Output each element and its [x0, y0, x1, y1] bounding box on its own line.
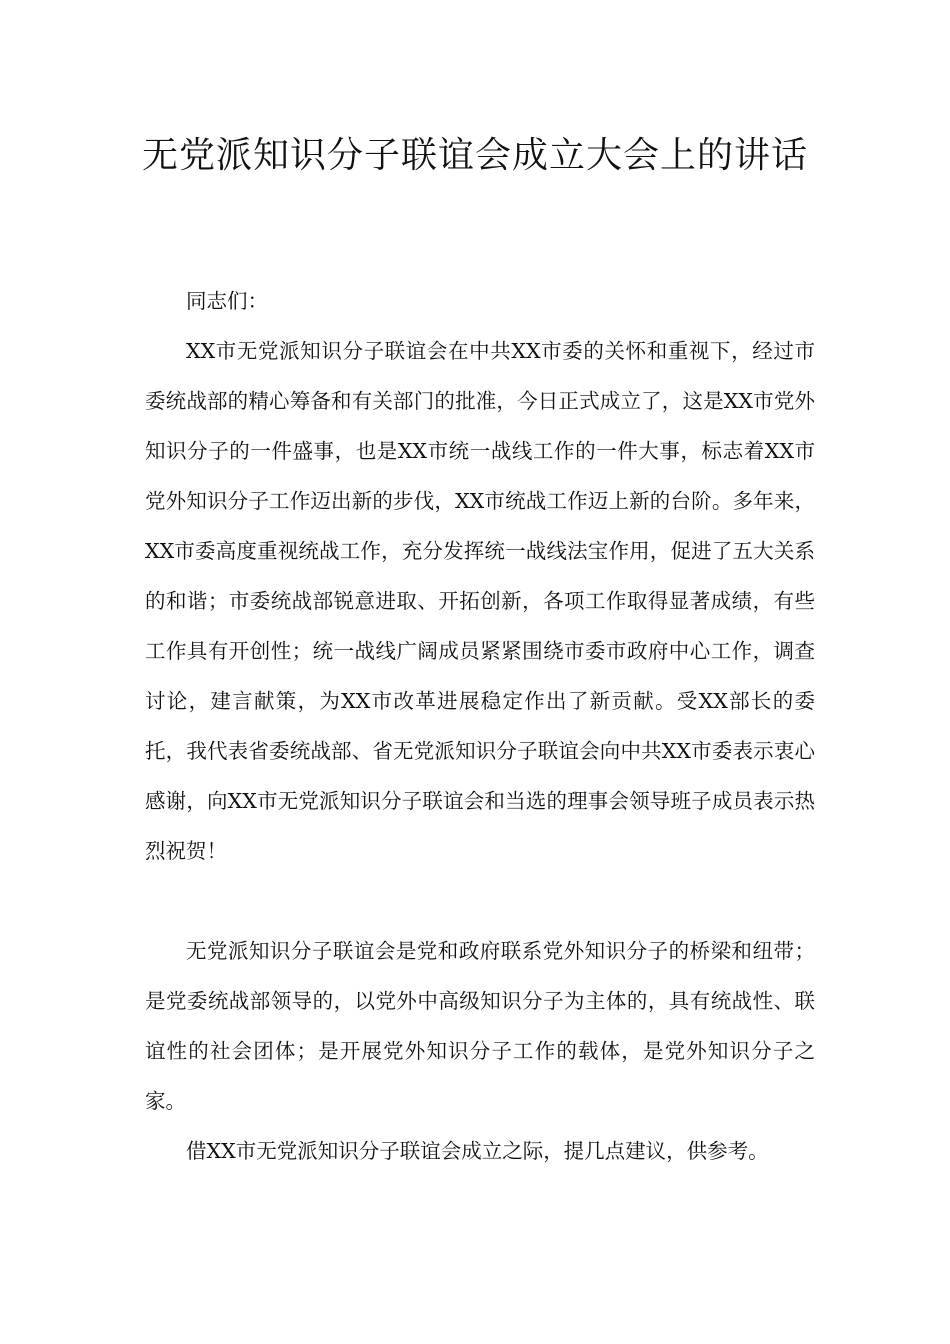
suggestions-intro-paragraph: 借XX市无党派知识分子联谊会成立之际，提几点建议，供参考。	[186, 1139, 769, 1163]
paragraph-gap	[145, 876, 815, 926]
definition-paragraph: 无党派知识分子联谊会是党和政府联系党外知识分子的桥梁和纽带；是党委统战部领导的，以党外中高级知识分子为主体的，具有统战性、联谊性的社会团体；是开展党外知识分子工作的载体，是党外知识分子之家。	[145, 939, 815, 1113]
document-body	[145, 276, 815, 1176]
opening-paragraph: XX市无党派知识分子联谊会在中共XX市委的关怀和重视下，经过市委统战部的精心筹备和有关部门的批准，今日正式成立了，这是XX市党外知识分子的一件盛事，也是XX市统一战线工作的一件大事，标志着XX市党外知识分子工作迈出新的步伐，XX市统战工作迈上新的台阶。多年来，XX市委高度重视统战工作，充分发挥统一战线法宝作用，促进了五大关系的和谐；市委统战部锐意进取、开拓创新，各项工作取得显著成绩，有些工作具有开创性；统一战线广阔成员紧紧围绕市委市政府中心工作，调查讨论，建言献策，为XX市改革进展稳定作出了新贡献。受XX部长的委托，我代表省委统战部、省无党派知识分子联谊会向中共XX市委表示衷心感谢，向XX市无党派知识分子联谊会和当选的理事会领导班子成员表示热烈祝贺！	[145, 339, 815, 863]
salutation-paragraph: 同志们：	[186, 289, 268, 313]
document-title: 无党派知识分子联谊会成立大会上的讲话	[141, 135, 808, 176]
